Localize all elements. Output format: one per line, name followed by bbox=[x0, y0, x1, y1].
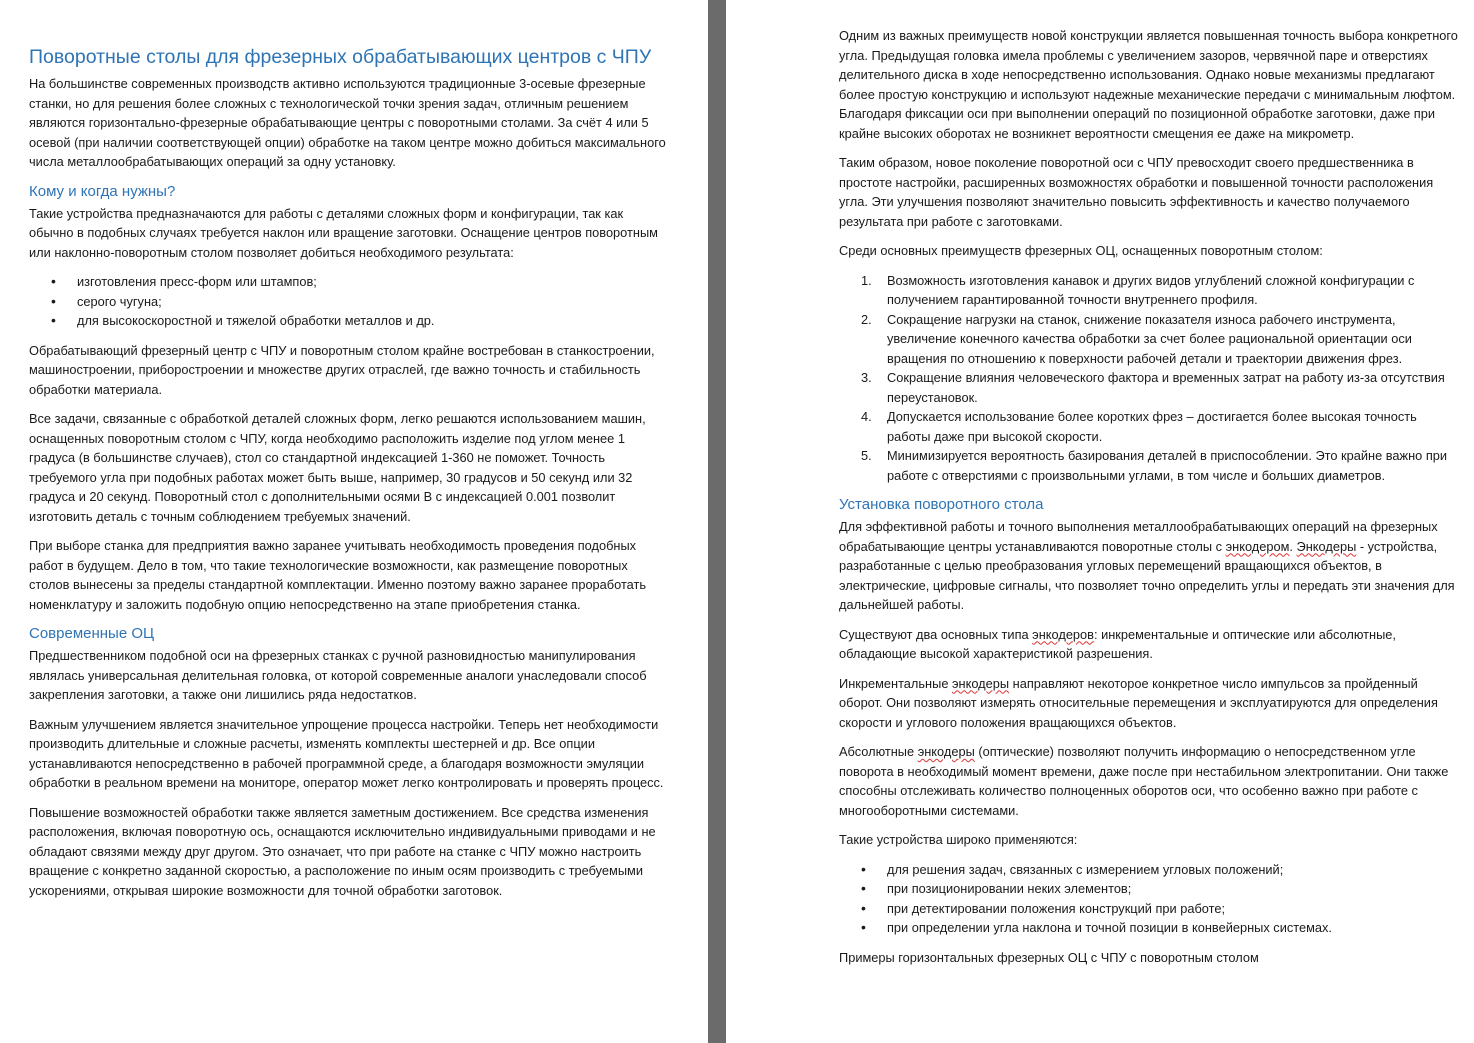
paragraph: Важным улучшением является значительное упрощение процесса настройки. Теперь нет необходимости производить длительные и сложные расчеты, изменять комплекты шестерней и др. Все опции устанавливаются непосредственно в рабочей программной среде, а благодаря возможности эмуляции обработки в реальном времени на мониторе, оператор может легко контролировать и проверять процесс. bbox=[29, 716, 664, 790]
right-page bbox=[726, 0, 1474, 1043]
text-run: Для эффективной работы и точного выполнения металлообрабатывающих операций на фрезерных обрабатывающие центры устанавливаются поворотные столы с bbox=[839, 519, 1438, 554]
list-number: 5. bbox=[861, 448, 872, 463]
paragraph: Таким образом, новое поколение поворотной оси с ЧПУ превосходит своего предшественника в простоте настройки, расширенных возможностях обработки и повышенной точности расположения угла. Эти улучшения позволяют значительно повысить эффективность и качество получаемого результата при работе с заготовками. bbox=[839, 155, 1434, 229]
left-page bbox=[0, 0, 708, 1043]
paragraph: Среди основных преимуществ фрезерных ОЦ, оснащенных поворотным столом: bbox=[839, 243, 1323, 258]
paragraph bbox=[839, 674, 1459, 733]
spellcheck-word[interactable]: энкодеры bbox=[917, 744, 975, 759]
page-gutter bbox=[708, 0, 726, 1043]
paragraph: Такие устройства широко применяются: bbox=[839, 832, 1078, 847]
heading-who-and-when: Кому и когда нужны? bbox=[29, 182, 176, 200]
list-item: • при детектировании положения конструкций при работе; bbox=[839, 899, 1459, 919]
list-item bbox=[839, 271, 1459, 310]
bullet-list bbox=[29, 272, 669, 331]
list-item: • изготовления пресс-форм или штампов; bbox=[29, 272, 669, 292]
list-number: 3. bbox=[861, 370, 872, 385]
spellcheck-word[interactable]: энкодером bbox=[1225, 538, 1290, 554]
right-page-content bbox=[839, 26, 1459, 977]
paragraph bbox=[839, 742, 1459, 820]
list-item-text: Допускается использование более коротких фрез – достигается более высокая точность работы даже при высокой скорости. bbox=[887, 409, 1417, 444]
paragraph bbox=[839, 625, 1459, 664]
text-run: (оптические) позволяют получить информацию о непосредственном угле поворота в необходимый момент времени, даже после при нестабильном электропитании. Они также способны отслеживать количество полноценных оборотов оси, что особенно важно при работе с многооборотными системами. bbox=[839, 744, 1449, 818]
list-number: 4. bbox=[861, 409, 872, 424]
list-item bbox=[839, 446, 1459, 485]
intro-paragraph: На большинстве современных производств активно используются традиционные 3-осевые фрезерные станки, но для решения более сложных с технологической точки зрения задач, отличным решением являются горизонтально-фрезерные обрабатывающие центры с поворотными столами. За счёт 4 или 5 осевой (при наличии соответствующей опции) обработке на таком центре можно добиться максимального числа металлообрабатывающих операций за одну установку. bbox=[29, 76, 666, 169]
spellcheck-word[interactable]: энкодеров bbox=[1032, 626, 1094, 642]
text-run: Абсолютные bbox=[839, 744, 918, 759]
paragraph bbox=[839, 517, 1459, 615]
text-run: : инкрементальные и оптические или абсолютные, обладающие высокой характеристикой разрешения. bbox=[839, 626, 1396, 661]
list-item: • при позиционировании неких элементов; bbox=[839, 879, 1459, 899]
numbered-list bbox=[839, 271, 1459, 486]
list-item-text: Минимизируется вероятность базирования деталей в приспособлении. Это крайне важно при работе с отверстиями с произвольными углами, в том числе и больших диаметров. bbox=[887, 448, 1448, 483]
bullet-list bbox=[839, 860, 1459, 938]
text-run: - устройства, разработанные с целью преобразования угловых перемещений вращающихся объектов, в электрические, цифровые сигналы, что позволяет точно определить углы и передать эти значения для дальнейшей работы. bbox=[839, 538, 1455, 612]
list-item bbox=[839, 407, 1459, 446]
text-run: Инкрементальные bbox=[839, 675, 952, 691]
list-item bbox=[839, 368, 1459, 407]
list-item-text: Возможность изготовления канавок и других видов углублений сложной конфигурации с получением гарантированной точности внутреннего профиля. bbox=[887, 272, 1415, 307]
paragraph: При выборе станка для предприятия важно заранее учитывать необходимость проведения подобных работ в будущем. Дело в том, что такие технологические возможности, как размещение поворотных столов вынесены за пределы стандартной комплектации. Именно поэтому важно заранее проработать номенклатуру и заложить подобную опцию непосредственно на этапе приобретения станка. bbox=[29, 538, 647, 612]
list-number: 1. bbox=[861, 272, 872, 288]
text-run: направляют некоторое конкретное число импульсов за пройденный оборот. Они позволяют измерять относительные перемещения и эксплуатируются для определения скорости и углового положения вращающихся объектов. bbox=[839, 675, 1438, 730]
heading-table-installation: Установка поворотного стола bbox=[839, 496, 1044, 513]
list-item bbox=[839, 310, 1459, 369]
paragraph: Обрабатывающий фрезерный центр с ЧПУ и поворотным столом крайне востребован в станкостроении, машиностроении, приборостроении и множестве других отраслей, где важно точность и стабильность обработки материала. bbox=[29, 342, 655, 397]
list-item: • для решения задач, связанных с измерением угловых положений; bbox=[839, 860, 1459, 880]
text-run: . bbox=[1289, 538, 1297, 554]
list-item-text: Сокращение нагрузки на станок, снижение показателя износа рабочего инструмента, увеличение конечного качества обработки за счет более рациональной ориентации оси вращения по отношению к поверхности рабочей детали и траектории движения фрез. bbox=[887, 311, 1412, 366]
paragraph: Повышение возможностей обработки также является заметным достижением. Все средства изменения расположения, включая поворотную ось, оснащаются исключительно индивидуальными приводами и не обладают связями между друг другом. Это означает, что при работе на станке с ЧПУ можно настроить вращение с конкретно заданной скоростью, а расположение по иным осям производить с требуемыми ускорениями, открывая широкие возможности для точной обработки заготовок. bbox=[29, 804, 656, 898]
list-number: 2. bbox=[861, 311, 872, 327]
paragraph: Все задачи, связанные с обработкой деталей сложных форм, легко решаются использованием машин, оснащенных поворотным столом с ЧПУ, когда необходимо расположить изделие под углом менее 1 градуса (в большинстве случаев), стол со стандартной индексацией 1-360 не поможет. Точность требуемого угла при подобных работах может быть выше, например, 30 градусов и 50 секунд или 32 градуса и 20 секунд. Поворотный стол с дополнительными осями В с индексацией 0.001 позволит изготовить деталь с точным соблюдением требуемых значений. bbox=[29, 411, 646, 524]
list-item-text: Сокращение влияния человеческого фактора и временных затрат на работу из-за отсутствия переустановок. bbox=[887, 370, 1445, 405]
paragraph: Одним из важных преимуществ новой конструкции является повышенная точность выбора конкретного угла. Предыдущая головка имела проблемы с увеличением зазоров, червячной паре и отверстиях делительного диска в ходе непосредственно использования. Однако новые механизмы предлагают более простую конструкцию и используют надежные механические передачи с минимальным люфтом. Благодаря фиксации оси при выполнении операций по позиционной обработке заготовки, даже при крайне высоких оборотах не возникнет вероятности смещения ее даже на микрометр. bbox=[839, 28, 1458, 141]
list-item: • серого чугуна; bbox=[29, 292, 669, 312]
spellcheck-word[interactable]: энкодеры bbox=[952, 675, 1010, 691]
document-title: Поворотные столы для фрезерных обрабатывающих центров с ЧПУ bbox=[29, 46, 652, 68]
heading-modern-machining-centers: Современные ОЦ bbox=[29, 625, 155, 642]
spellcheck-word[interactable]: Энкодеры bbox=[1296, 538, 1357, 554]
text-run: Существуют два основных типа bbox=[839, 626, 1033, 642]
list-item: • при определении угла наклона и точной позиции в конвейерных системах. bbox=[839, 918, 1459, 938]
paragraph: Такие устройства предназначаются для работы с деталями сложных форм и конфигурации, так как обычно в подобных случаях требуется наклон или вращение заготовки. Оснащение центров поворотным или наклонно-поворотным столом позволяет добиться необходимого результата: bbox=[29, 205, 658, 260]
list-item: • для высокоскоростной и тяжелой обработки металлов и др. bbox=[29, 311, 669, 331]
paragraph: Предшественником подобной оси на фрезерных станках с ручной разновидностью манипулирования являлась универсальная делительная головка, от которой современные аналоги унаследовали способ закрепления заготовки, а также они лишились ряда недостатков. bbox=[29, 648, 647, 702]
paragraph: Примеры горизонтальных фрезерных ОЦ с ЧПУ с поворотным столом bbox=[839, 949, 1259, 965]
left-page-content bbox=[29, 44, 669, 910]
